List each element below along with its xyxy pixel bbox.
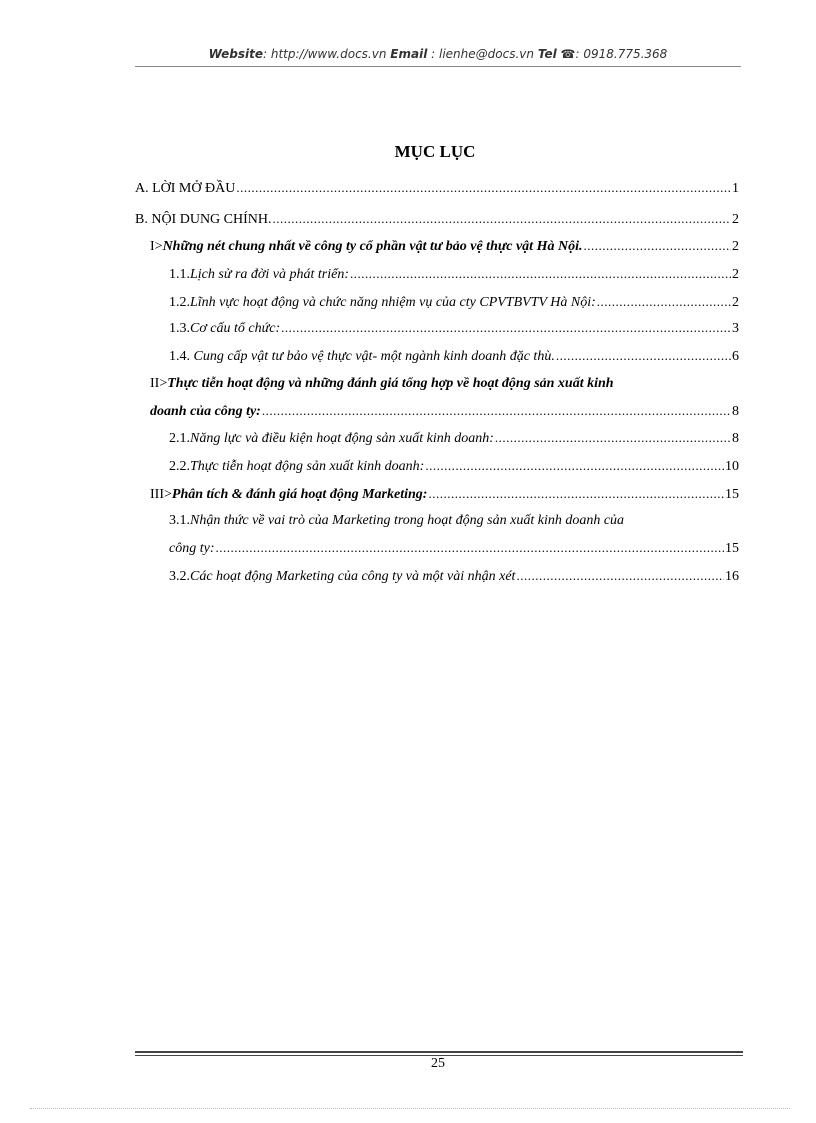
toc-entry-text: Thực tiễn hoạt động sản xuất kinh doanh:	[190, 459, 425, 474]
toc-entry-text: Cơ cấu tổ chức:	[190, 321, 281, 336]
toc-entry-prefix: II>	[150, 376, 168, 391]
toc-page-number: 2	[732, 212, 739, 227]
toc-entry-text: Thực tiễn hoạt động và những đánh giá tổng hợp về hoạt động sản xuất kinh	[167, 376, 614, 391]
page-number: 25	[431, 1056, 445, 1071]
toc-entry-text: Lĩnh vực hoạt động và chức năng nhiệm vụ của cty CPVTBVTV Hà Nội:	[190, 295, 596, 310]
toc-entry-text: Cung cấp vật tư bảo vệ thực vật- một ngành kinh doanh đặc thù.	[190, 349, 555, 364]
toc-entry-prefix: III>	[150, 487, 172, 502]
toc-entry-1-2[interactable]	[169, 294, 739, 311]
toc-page-number: 2	[732, 267, 739, 282]
toc-entry-3-1-line1[interactable]	[169, 513, 624, 529]
toc-entry-text: B. NỘI DUNG CHÍNH.	[135, 212, 272, 227]
toc-leader	[273, 211, 732, 228]
tel-value: : 0918.775.368	[575, 47, 668, 61]
toc-page-number: 8	[732, 404, 739, 419]
toc-leader	[350, 266, 731, 283]
toc-entry-text: Năng lực và điều kiện hoạt động sản xuất kinh doanh:	[190, 431, 494, 446]
toc-page-number: 3	[732, 321, 739, 336]
toc-entry-1-1[interactable]	[169, 266, 739, 283]
toc-entry-text: công ty:	[169, 541, 215, 556]
page-title: MỤC LỤC	[394, 142, 476, 161]
toc-entry-number: 3.2.	[169, 569, 190, 584]
toc-leader	[236, 180, 731, 197]
header-divider	[135, 66, 741, 67]
toc-page-number: 8	[732, 431, 739, 446]
toc-page-number: 2	[732, 239, 739, 254]
toc-leader	[583, 238, 731, 255]
toc-entry-text: Phân tích & đánh giá hoạt động Marketing:	[171, 487, 428, 502]
toc-page-number: 2	[732, 295, 739, 310]
toc-entry-1-3[interactable]	[169, 320, 739, 337]
toc-page-number: 16	[725, 569, 739, 584]
toc-entry-i[interactable]	[150, 238, 739, 255]
toc-entry-number: 1.2.	[169, 295, 190, 310]
toc-leader	[425, 458, 724, 475]
toc-entry-text: Nhận thức về vai trò của Marketing trong hoạt động sản xuất kinh doanh của	[190, 513, 625, 528]
toc-page-number: 15	[725, 541, 739, 556]
toc-entry-3-2[interactable]	[169, 568, 739, 585]
toc-leader	[215, 540, 724, 557]
toc-page-number: 15	[725, 487, 739, 502]
toc-entry-text: Các hoạt động Marketing của công ty và một vài nhận xét	[190, 569, 516, 584]
toc-entry-ii[interactable]	[150, 403, 739, 420]
page-header	[135, 47, 741, 61]
toc-entry-text: A. LỜI MỞ ĐẦU	[135, 181, 236, 196]
toc-leader	[516, 568, 724, 585]
toc-leader	[262, 403, 731, 420]
toc-entry-3-1[interactable]	[169, 540, 739, 557]
toc-entry-text: Lịch sử ra đời và phát triển:	[190, 267, 349, 282]
toc-entry-2-2[interactable]	[169, 458, 739, 475]
toc-entry-ii-line1[interactable]	[150, 376, 614, 392]
toc-page-number: 6	[732, 349, 739, 364]
footer-divider	[135, 1051, 743, 1053]
toc-entry-iii[interactable]	[150, 486, 739, 503]
toc-entry-number: 2.2.	[169, 459, 190, 474]
toc-entry-number: 1.3.	[169, 321, 190, 336]
toc-entry-2-1[interactable]	[169, 430, 739, 447]
toc-leader	[495, 430, 731, 447]
email-value: : lienhe@docs.vn	[431, 47, 534, 61]
toc-entry-prefix: I>	[150, 239, 163, 254]
toc-entry-b[interactable]	[135, 211, 739, 228]
toc-entry-a[interactable]	[135, 180, 739, 197]
email-label: Email	[390, 47, 428, 61]
tel-label: Tel	[537, 47, 557, 61]
toc-entry-text: Những nét chung nhất về công ty cổ phần vật tư bảo vệ thực vật Hà Nội.	[162, 239, 583, 254]
phone-icon: ☎	[560, 47, 576, 61]
website-value: : http://www.docs.vn	[263, 47, 387, 61]
toc-entry-number: 1.4.	[169, 349, 190, 364]
website-label: Website	[208, 47, 263, 61]
toc-leader	[281, 320, 731, 337]
toc-leader	[597, 294, 731, 311]
toc-entry-number: 2.1.	[169, 431, 190, 446]
toc-entry-number: 1.1.	[169, 267, 190, 282]
toc-page-number: 10	[725, 459, 739, 474]
page-bottom-border	[30, 1108, 790, 1109]
toc-entry-number: 3.1.	[169, 513, 190, 528]
toc-entry-text: doanh của công ty:	[150, 404, 261, 419]
toc-page-number: 1	[732, 181, 739, 196]
toc-leader	[428, 486, 724, 503]
toc-entry-1-4[interactable]	[169, 348, 739, 365]
toc-leader	[556, 348, 731, 365]
